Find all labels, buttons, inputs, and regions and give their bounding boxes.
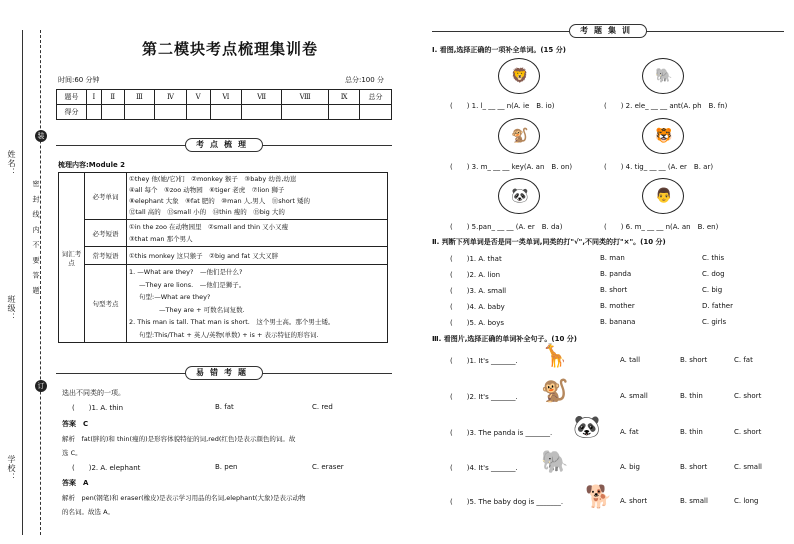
s3-option-c: C. long [734,497,759,505]
sentence-line: —They are lions. —他们是狮子。 [139,280,246,289]
score-header-cell: 总分 [360,90,392,105]
score-header-cell: Ⅸ [329,90,360,105]
s3-question: ( )4. It's _______. [450,464,518,472]
s3-option-c: C. short [734,392,762,400]
section-banner-review [56,138,392,152]
score-blank[interactable] [329,105,360,120]
giraffe-icon: 🦒 [541,344,569,369]
score-header-cell: Ⅴ [186,90,210,105]
s3-option-c: C. fat [734,356,753,364]
s2-option-c: C. dog [702,270,725,278]
sentence-category: 句型考点 [85,265,127,343]
tiger-icon: 🐯 [655,128,673,144]
binding-mark-2: 订 [35,380,47,392]
option-b: B. pen [215,463,238,471]
s1-question: ( ) 3. m_ __ __ key(A. an B. on) [450,163,573,171]
s2-option-b: B. man [600,254,625,262]
s3-option-c: C. short [734,428,762,436]
score-blank[interactable] [124,105,155,120]
exercise-intro: 选出不同类的一项。 [62,389,125,397]
score-header-cell: Ⅷ [281,90,328,105]
s3-option-a: A. big [620,463,640,471]
score-blank[interactable] [210,105,242,120]
monkey-icon: 🐒 [511,128,529,144]
school-label: 学校： [7,455,16,482]
banner-label: 易错考题 [185,366,263,380]
s3-option-b: B. thin [680,428,703,436]
picture-frame [642,118,684,154]
elephant-icon: 🐘 [541,450,569,475]
s1-question: ( ) 1. l_ __ __ n(A. ie B. io) [450,102,555,110]
total-score-label: 总分:100 分 [345,76,384,84]
page-title: 第二模块考点梳理集训卷 [141,40,318,58]
s3-option-b: B. thin [680,392,703,400]
score-header-cell: Ⅲ [124,90,155,105]
word-line: ①they 他(她/它)们 ②monkey 猴子 ③baby 幼兽,幼崽 [129,175,297,183]
explanation-1: 解析 fat(胖的)和 thin(瘦的)是形容体貌特征的词,red(红色)是表示颜色的词。故 [62,435,296,443]
score-table [56,89,392,120]
words-label: 必考单词 [85,173,127,220]
picture-frame [642,58,684,94]
s2-option-c: C. girls [702,318,727,326]
word-line: ⑫tall 高的 ⑬small 小的 ⑭thin 瘦的 ⑮big 大的 [129,208,285,216]
panda-icon: 🐼 [511,188,529,204]
common-phrases-label: 常考短语 [85,247,127,265]
score-blank[interactable] [281,105,328,120]
s1-question: ( ) 5.pan_ __ __ (A. er B. da) [450,223,563,231]
s3-option-b: B. small [680,497,708,505]
s2-option-c: D. father [702,302,733,310]
seal-line-note: 密 封 线 内 不 要 答 题 [32,180,40,297]
common-phrase-line: ①this monkey 这只猴子 ②big and fat 又大又胖 [127,247,388,265]
s2-question: ( )2. A. lion [450,271,501,279]
s2-option-b: B. panda [600,270,632,278]
sentence-line: 2. This man is tall. That man is short. 这个男士高。那个男士矮。 [129,318,335,326]
score-header-cell: Ⅱ [101,90,124,105]
answer-2: 答案 A [62,479,89,487]
explanation-2: 解析 pen(钢笔)和 eraser(橡皮)是表示学习用品的名词,elephant(大象)是表示动物 [62,494,306,502]
binding-mark-1: 装 [35,130,47,142]
explanation-1-cont: 选 C。 [62,449,82,457]
score-blank[interactable] [242,105,282,120]
binding-solid-line [22,30,23,535]
sentence-line: 句型:This/That + 英人/英物(单数) + is + 表示特征的形容词. [139,330,319,339]
score-blank[interactable] [101,105,124,120]
s2-question: ( )1. A. that [450,255,502,263]
score-blank[interactable] [186,105,210,120]
class-label: 班级： [7,295,16,322]
dog-icon: 🐕 [585,485,613,510]
score-header-cell: Ⅶ [242,90,282,105]
explanation-2-cont: 的名词。故选 A。 [62,508,115,516]
score-blank[interactable] [155,105,187,120]
s3-question: ( )5. The baby dog is _______. [450,498,564,506]
phrases-label: 必考短语 [85,220,127,247]
s3-option-c: C. small [734,463,762,471]
option-c: C. eraser [312,463,344,471]
question-1: ( )1. A. thin [72,404,124,412]
s1-question: ( ) 2. ele_ __ __ ant(A. ph B. fn) [604,102,728,110]
s2-option-c: C. big [702,286,723,294]
section-1-heading: Ⅰ. 看图,选择正确的一项补全单词。(15 分) [432,46,566,54]
sentence-line: 1. —What are they? —他们是什么? [129,268,243,276]
picture-frame [642,178,684,214]
s1-question: ( ) 6. m_ __ __ n(A. an B. en) [604,223,719,231]
key-points-table [58,172,388,343]
s2-option-c: C. this [702,254,725,262]
monkey-icon: 🐒 [541,379,569,404]
name-label: 姓名： [7,150,16,177]
sentence-line: 句型:—What are they? [139,293,211,301]
lion-icon: 🦁 [511,68,529,84]
s3-option-a: A. fat [620,428,639,436]
score-row-label: 得分 [57,105,87,120]
elephant-icon: 🐘 [655,68,673,84]
s3-option-a: A. tall [620,356,641,364]
phrase-line: ①in the zoo 在动物园里 ②small and thin 又小又瘦 [129,223,289,231]
option-b: B. fat [215,403,234,411]
s2-option-b: B. mother [600,302,635,310]
s2-question: ( )4. A. baby [450,303,505,311]
word-line: ⑧elephant 大象 ⑨fat 肥的 ⑩man 人,男人 ⑪short 矮的 [129,197,310,205]
s3-option-a: A. small [620,392,648,400]
picture-frame [498,58,540,94]
s2-option-b: B. short [600,286,628,294]
score-header-cell: Ⅳ [155,90,187,105]
binding-margin [0,0,50,544]
s3-option-b: B. short [680,356,708,364]
word-line: ④all 每个 ⑤zoo 动物园 ⑥tiger 老虎 ⑦lion 狮子 [129,186,285,194]
s3-question: ( )2. It's _______. [450,393,518,401]
picture-frame [498,118,540,154]
answer-1: 答案 C [62,420,89,428]
score-header-cell: I [87,90,102,105]
section-banner-practice [432,24,784,38]
score-blank[interactable] [360,105,392,120]
phrase-line: ③that man 那个男人 [129,235,193,243]
sentence-line: —They are + 可数名词复数. [159,305,245,314]
score-blank[interactable] [87,105,102,120]
option-c: C. red [312,403,333,411]
s3-question: ( )1. It's _______. [450,357,518,365]
panda-icon: 🐼 [573,415,601,440]
s3-option-a: A. short [620,497,648,505]
man-icon: 👨 [655,188,673,204]
module-label: 梳理内容:Module 2 [58,161,126,169]
banner-label: 考题集训 [569,24,647,38]
score-header-cell: 题号 [57,90,87,105]
vocab-category: 词汇考点 [59,173,85,343]
section-3-heading: Ⅲ. 看图片,选择正确的单词补全句子。(10 分) [432,335,577,343]
s3-question: ( )3. The panda is _______. [450,429,553,437]
section-banner-mistakes [56,366,392,380]
section-2-heading: Ⅱ. 判断下列单词是否是同一类单词,同类的打"√",不同类的打"×"。(10 分) [432,238,666,246]
s2-option-b: B. banana [600,318,636,326]
s1-question: ( ) 4. tig_ __ __ (A. er B. ar) [604,163,714,171]
s2-question: ( )3. A. small [450,287,507,295]
picture-frame [498,178,540,214]
question-2: ( )2. A. elephant [72,464,141,472]
banner-label: 考点梳理 [185,138,263,152]
score-header-cell: Ⅵ [210,90,242,105]
s3-option-b: B. short [680,463,708,471]
time-label: 时间:60 分钟 [58,76,100,84]
s2-question: ( )5. A. boys [450,319,504,327]
